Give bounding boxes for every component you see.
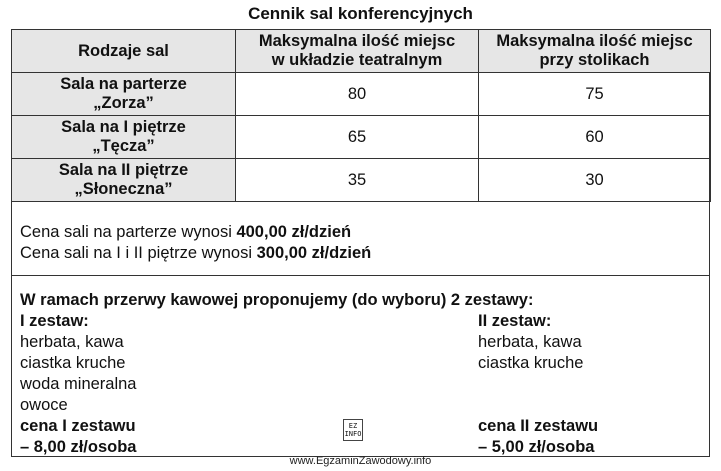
- theatre-capacity: 65: [236, 116, 479, 159]
- tables-capacity: 75: [479, 73, 711, 116]
- set2-price-value: – 5,00 zł/osoba: [478, 438, 595, 456]
- list-item: ciastka kruche: [20, 354, 126, 372]
- room-name: Sala na II piętrze „Słoneczna”: [12, 159, 236, 202]
- price-ground-floor: Cena sali na parterze wynosi 400,00 zł/dzień: [20, 223, 352, 241]
- coffee-break-section: [20, 290, 533, 458]
- header-tables-capacity: Maksymalna ilość miejsc przy stolikach: [479, 30, 711, 73]
- header-room-types: Rodzaje sal: [12, 30, 236, 73]
- set2-price-label: cena II zestawu: [478, 417, 599, 435]
- table-row: [12, 116, 711, 159]
- list-item: herbata, kawa: [20, 333, 124, 351]
- theatre-capacity: 35: [236, 159, 479, 202]
- set1-price-value: – 8,00 zł/osoba: [20, 438, 137, 456]
- tables-capacity: 30: [479, 159, 711, 202]
- page-title: Cennik sal konferencyjnych: [248, 4, 473, 23]
- room-name: Sala na I piętrze „Tęcza”: [12, 116, 236, 159]
- theatre-capacity: 80: [236, 73, 479, 116]
- list-item: ciastka kruche: [478, 354, 584, 372]
- list-item: woda mineralna: [20, 375, 137, 393]
- list-item: herbata, kawa: [478, 333, 582, 351]
- set1-price-label: cena I zestawu: [20, 417, 136, 435]
- tables-capacity: 60: [479, 116, 711, 159]
- header-theatre-capacity: Maksymalna ilość miejsc w układzie teatralnym: [236, 30, 479, 73]
- price-upper-floors: Cena sali na I i II piętrze wynosi 300,00 zł/dzień: [20, 244, 372, 262]
- room-name: Sala na parterze „Zorza”: [12, 73, 236, 116]
- set2-label: II zestaw:: [478, 312, 552, 330]
- room-prices: [20, 222, 371, 264]
- table-row: [12, 73, 711, 116]
- list-item: owoce: [20, 396, 68, 414]
- coffee-set2: [478, 311, 598, 458]
- rooms-table: [11, 29, 711, 202]
- table-row: [12, 159, 711, 202]
- coffee-heading: W ramach przerwy kawowej proponujemy (do wyboru) 2 zestawy:: [20, 291, 534, 309]
- section-divider: [11, 275, 710, 276]
- watermark-logo: EZ INFO: [343, 419, 363, 441]
- table-header-row: [12, 30, 711, 73]
- footer-url: www.EgzaminZawodowy.info: [289, 455, 432, 467]
- set1-label: I zestaw:: [20, 312, 89, 330]
